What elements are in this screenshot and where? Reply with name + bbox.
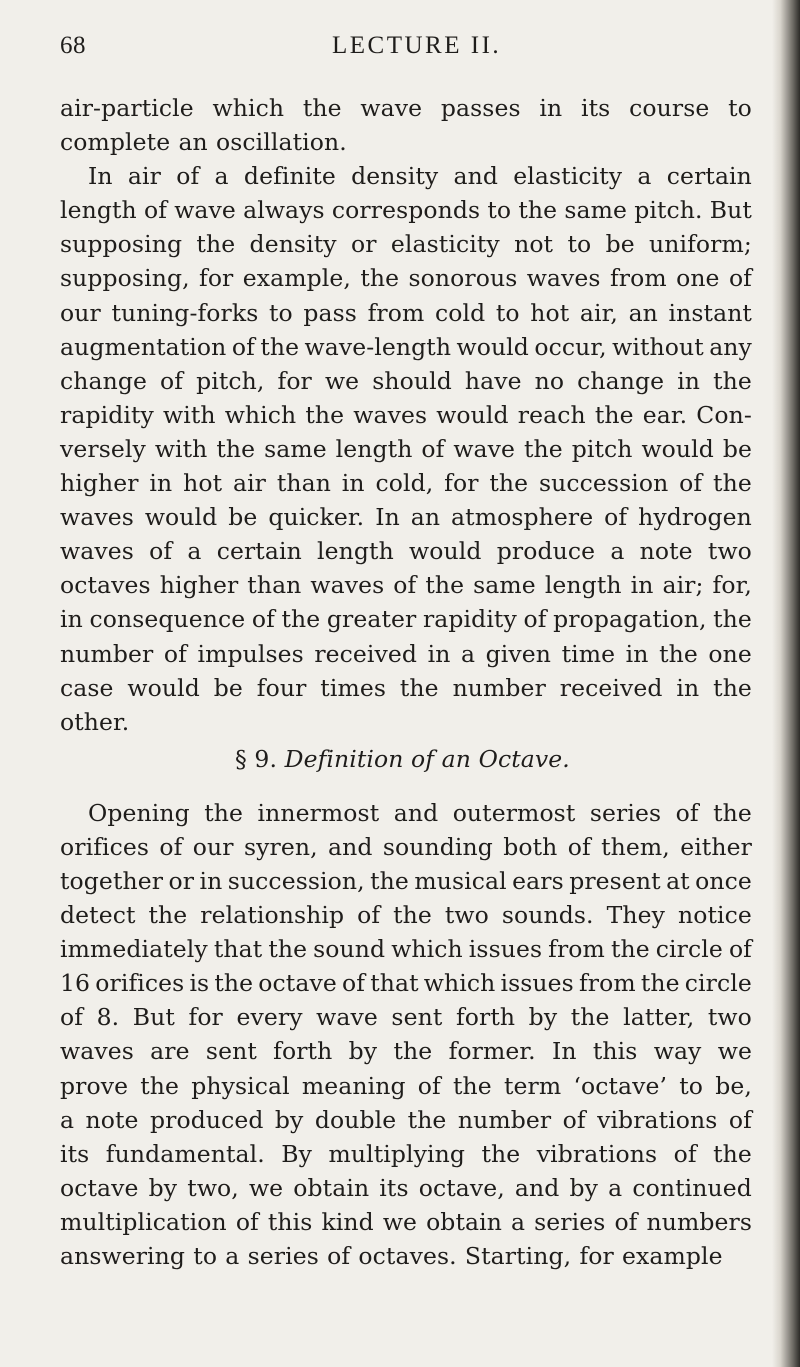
text-line: our tuning-forks to pass from cold to hot air, an instant [60,298,752,327]
text-line: of 8. But for every wave sent forth by the latter, two [60,1003,752,1032]
text-line: waves are sent forth by the former. In this way we [60,1037,752,1066]
text-line: orifices of our syren, and sounding both of them, either [60,832,752,861]
section-number: § 9. [235,744,278,773]
text-line: prove the physical meaning of the term ‘octave’ to be, [60,1071,752,1100]
text-line: immediately that the sound which issues from the circle of [60,935,752,964]
text-line: supposing the density or elasticity not to be uniform; [60,230,752,259]
paragraph [60,796,752,1273]
text-line: complete an oscillation. [60,128,347,157]
text-line: 16 orifices is the octave of that which issues from the circle [60,969,752,998]
paragraph [60,159,752,739]
text-line: Opening the innermost and outermost series of the [88,798,752,827]
page-header [60,28,750,68]
text-line: air-particle which the wave passes in its course to [60,94,752,122]
text-line: augmentation of the wave-length would occur, without any [60,332,752,361]
paragraph [60,91,752,159]
paragraphs-before-section [60,91,752,739]
text-line: in consequence of the greater rapidity of propagation, the [60,605,752,634]
text-line: octave by two, we obtain its octave, and by a continued [60,1173,752,1202]
body-text [60,91,752,1273]
text-line: waves would be quicker. In an atmosphere of hydrogen [60,503,752,532]
text-line: higher in hot air than in cold, for the succession of the [60,469,752,498]
text-line: In air of a definite density and elasticity a certain [88,162,752,191]
running-head: LECTURE II. [332,32,502,59]
text-line: number of impulses received in a given time in the one [60,639,752,668]
page-binding-shadow [772,0,800,1367]
text-line: change of pitch, for we should have no change in the [60,366,752,395]
text-line: rapidity with which the waves would reach the ear. Con- [60,400,752,429]
text-line: length of wave always corresponds to the same pitch. But [60,196,752,225]
text-line: detect the relationship of the two sounds. They notice [60,901,752,930]
text-line: waves of a certain length would produce a note two [60,537,752,566]
text-line: versely with the same length of wave the pitch would be [60,434,752,463]
page-number: 68 [60,32,86,59]
text-line: multiplication of this kind we obtain a series of numbers [60,1207,752,1236]
section-heading [60,739,752,796]
text-line: its fundamental. By multiplying the vibrations of the [60,1139,752,1168]
paragraphs-after-section [60,796,752,1273]
text-line: case would be four times the number received in the [60,673,752,702]
text-line: a note produced by double the number of vibrations of [60,1105,752,1134]
text-line: together or in succession, the musical ears present at once [60,866,752,895]
text-line: supposing, for example, the sonorous waves from one of [60,264,752,293]
section-title: Definition of an Octave. [284,744,570,773]
text-line: answering to a series of octaves. Starting, for example [60,1242,723,1270]
text-line: octaves higher than waves of the same length in air; for, [60,571,752,600]
text-line: other. [60,707,130,736]
